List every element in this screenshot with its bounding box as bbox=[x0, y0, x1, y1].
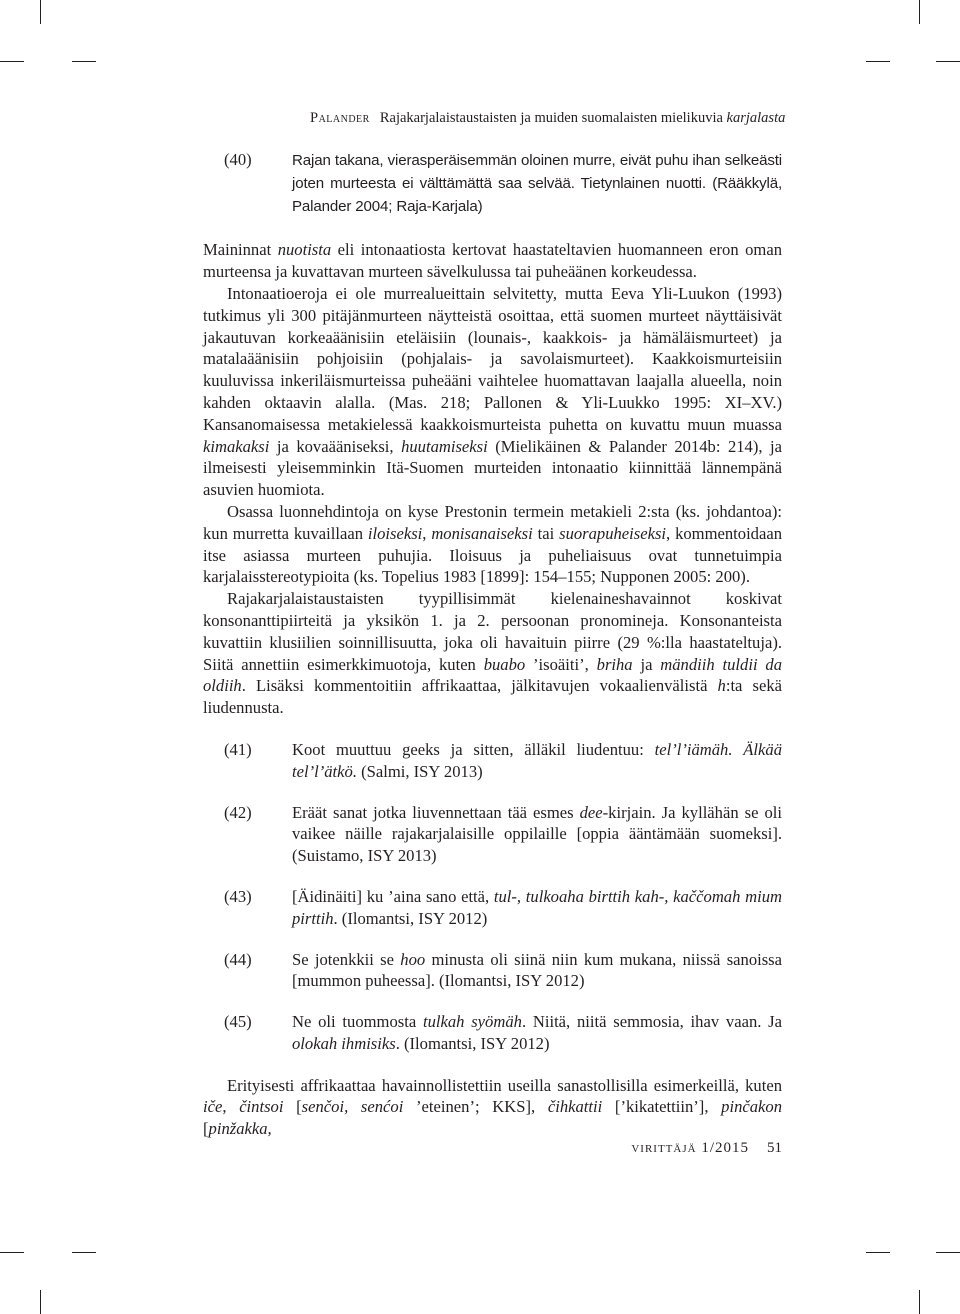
example-text: Se jotenkkii se hoo minusta oli siinä niin kum mukana, niissä sanoissa [mummon puheessa]. (Ilomantsi, ISY 2012) bbox=[292, 949, 783, 991]
example-43 bbox=[224, 886, 782, 930]
example-text: Eräät sanat jotka liuvennettaan tää esmes dee-kirjain. Ja kyllähän se oli vaikee näille rajakarjalaisille oppilaille [oppia ääntämään suomeksi]. (Suistamo, ISY 2013) bbox=[292, 802, 782, 866]
crop-mark bbox=[866, 1252, 890, 1253]
crop-mark bbox=[40, 0, 41, 24]
example-text: Koot muuttuu geeks ja sitten, älläkil liudentuu: tel’l’iämäh. Älkää tel’l’ätkö. (Salmi, ISY 2013) bbox=[292, 739, 782, 781]
header-title: Rajakarjalaistaustaisten ja muiden suomalaisten mielikuvia bbox=[379, 110, 723, 126]
crop-mark bbox=[72, 61, 96, 62]
crop-mark bbox=[0, 1252, 24, 1253]
example-41 bbox=[224, 739, 782, 783]
example-text: [Äidinäiti] ku ’aina sano että, tul-, tulkoaha birttih kah-, kaččomah mium pirttih. (Ilomantsi, ISY 2012) bbox=[292, 886, 782, 928]
example-44 bbox=[224, 949, 782, 993]
header-title-italic: karjalasta bbox=[726, 110, 786, 126]
crop-mark bbox=[936, 61, 960, 62]
page-body bbox=[203, 149, 782, 1140]
example-number: (45) bbox=[224, 1012, 252, 1032]
crop-mark bbox=[919, 0, 920, 24]
paragraph: Rajakarjalaistaustaisten tyypillisimmät kielenaineshavainnot koskivat konsonanttipiirteitä ja yksikön 1. ja 2. persoonan pronomineja. Konsonanteista kuvattiin klusiilien soinnillisuutta, joka oli havaituin piirre (29 %:lla haastateltuja). Siitä annettiin esimerkkimuotoja, kuten buabo ’isoäiti’, briha ja mändiih tuldii da oldiih. Lisäksi kommentoitiin affrikaattaa, jälkitavujen vokaalienvälistä h:ta sekä liudennusta. bbox=[203, 589, 782, 718]
example-45 bbox=[224, 1011, 782, 1055]
example-40 bbox=[224, 149, 782, 217]
example-number: (43) bbox=[224, 886, 252, 906]
paragraph: Osassa luonnehdintoja on kyse Prestonin termein metakieli 2:sta (ks. johdantoa): kun murretta kuvaillaan iloiseksi, monisanaiseksi tai suorapuheiseksi, kommentoidaan itse asiassa murteen puhujia. Iloisuus ja puheliaisuus ovat tunnetuimpia karjalaisstereotypioita (ks. Topelius 1983 [1899]: 154–155; Nupponen 2005: 200). bbox=[203, 501, 782, 587]
paragraph: Intonaatioeroja ei ole murrealueittain selvitetty, mutta Eeva Yli-Luukon (1993) tutkimus yli 300 pitäjänmurteen näytteistä osoittaa, että suomen murteet näyttäisivät jakautuvan korkeaäänisiin eteläisiin (lounais-, kaakkois- ja hämäläismurteet) ja matalaäänisiin pohjoisiin (pohjalais- ja savolaismurteet). Kaakkoismurteisiin kuuluvissa inkeriläismurteissa puheääni vaihtelee huomattavan laajalla alueella, noin kahden oktaavin alalla. (Mas. 218; Pallonen & Yli-Luukko 1995: XI–XV.) Kansanomaisessa metakielessä kaakkoismurteista puhetta on kuvattu muun muassa kimakaksi ja kovaääniseksi, huutamiseksi (Mielikäinen & Palander 2014b: 214), ja ilmeisesti yleisemminkin Itä-Suomen murteiden intonaatio kiinnittää lännempänä asuvien huomiota. bbox=[203, 283, 782, 500]
paragraph: Maininnat nuotista eli intonaatiosta kertovat haastateltavien huomanneen eron oman murteensa ja kuvattavan murteen sävelkulussa tai puheäänen korkeudessa. bbox=[203, 240, 782, 282]
crop-mark bbox=[40, 1290, 41, 1314]
example-number: (42) bbox=[224, 802, 252, 822]
example-text: Rajan takana, vierasperäisemmän oloinen murre, eivät puhu ihan selkeästi joten murteesta ei välttämättä saa selvää. Tietynlainen nuotti. (Rääkkylä, Palander 2004; Raja-Karjala) bbox=[292, 152, 782, 215]
running-footer bbox=[560, 1140, 782, 1157]
crop-mark bbox=[919, 1290, 920, 1314]
page-number: 51 bbox=[767, 1140, 782, 1156]
crop-mark bbox=[0, 61, 24, 62]
example-42 bbox=[224, 802, 782, 867]
example-text: Ne oli tuommosta tulkah syömäh. Niitä, niitä semmosia, ihav vaan. Ja olokah ihmisiks. (Ilomantsi, ISY 2012) bbox=[292, 1012, 782, 1053]
crop-mark bbox=[866, 61, 890, 62]
crop-mark bbox=[72, 1252, 96, 1253]
example-number: (44) bbox=[224, 949, 252, 969]
footer-journal: virittäjä 1/2015 bbox=[631, 1140, 749, 1156]
crop-mark bbox=[936, 1252, 960, 1253]
running-header bbox=[310, 110, 786, 127]
paragraph: Erityisesti affrikaattaa havainnollistettiin useilla sanastollisilla esimerkeillä, kuten iče, čintsoi [senčoi, senćoi ’eteinen’; KKS], čihkattii [’kikatettiin’], pinčakon [pinžakka, bbox=[203, 1075, 782, 1139]
example-number: (41) bbox=[224, 739, 252, 759]
header-author: Palander bbox=[310, 110, 370, 126]
example-number: (40) bbox=[224, 150, 252, 169]
